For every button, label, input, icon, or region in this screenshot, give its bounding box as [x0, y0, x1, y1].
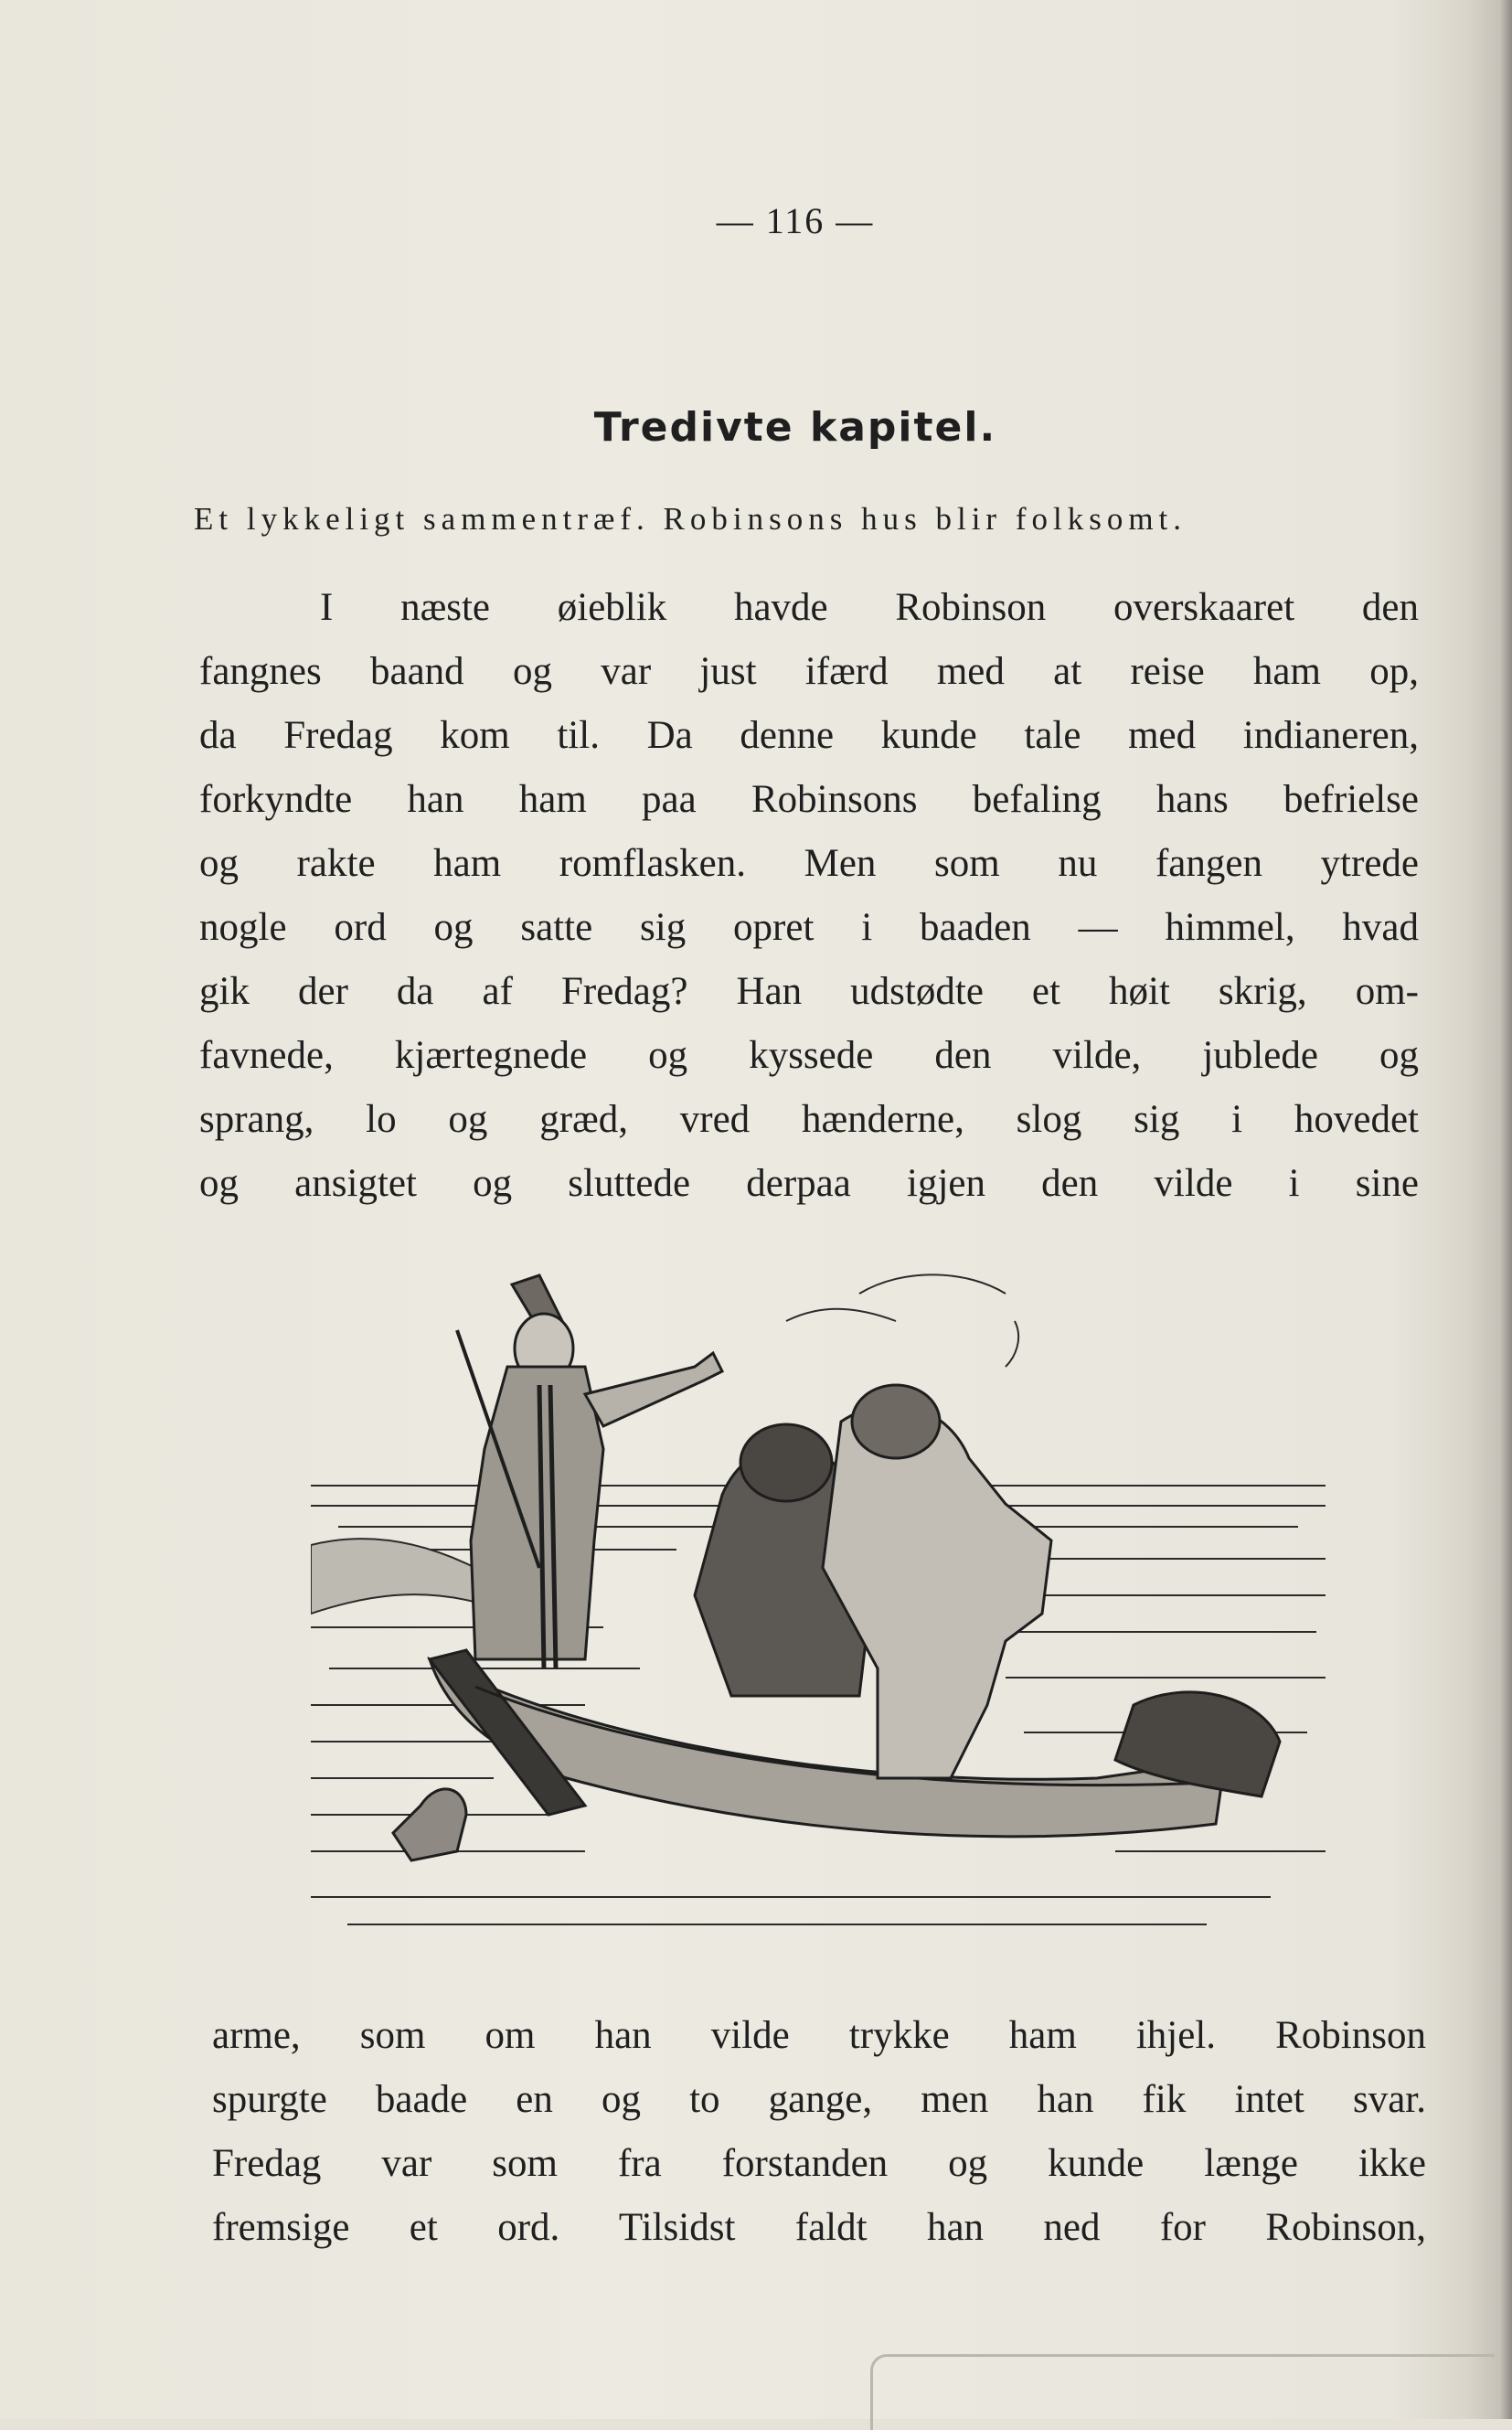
text-line: spurgte baade en og to gange, men han fik intet svar. [212, 2078, 1426, 2121]
text-line: I næste øieblik havde Robinson overskaaret den [320, 586, 1419, 629]
chapter-subtitle: Et lykkeligt sammentræf. Robinsons hus blir folksomt. [194, 501, 1187, 537]
text-line: sprang, lo og græd, vred hænderne, slog sig i hovedet [199, 1098, 1419, 1141]
text-line: og ansigtet og sluttede derpaa igjen den vilde i sine [199, 1162, 1419, 1205]
text-line: forkyndte han ham paa Robinsons befaling hans befrielse [199, 778, 1419, 821]
dog [393, 1789, 466, 1860]
chapter-title: Tredivte kapitel. [593, 404, 997, 451]
text-line: og rakte ham romflasken. Men som nu fangen ytrede [199, 842, 1419, 885]
page-number: — 116 — [716, 200, 875, 241]
illustration-svg [311, 1266, 1326, 1966]
text-line: nogle ord og satte sig opret i baaden — himmel, hvad [199, 906, 1419, 949]
embracing-figures [695, 1385, 1051, 1778]
text-line: gik der da af Fredag? Han udstødte et høit skrig, om- [199, 970, 1419, 1013]
paragraph-after-illustration [212, 2004, 1426, 2260]
robinson-figure [457, 1275, 722, 1668]
text-line: Fredag var som fra forstanden og kunde længe ikke [212, 2142, 1426, 2185]
text-line: arme, som om han vilde trykke ham ihjel. Robinson [212, 2014, 1426, 2057]
text-line: fangnes baand og var just ifærd med at reise ham op, [199, 650, 1419, 693]
text-line: da Fredag kom til. Da denne kunde tale med indianeren, [199, 714, 1419, 757]
page-edge [1499, 0, 1512, 2419]
text-line: favnede, kjærtegnede og kyssede den vilde, jublede og [199, 1034, 1419, 1077]
paragraph-before-illustration [199, 576, 1419, 1216]
text-line: fremsige et ord. Tilsidst faldt han ned for Robinson, [212, 2206, 1426, 2249]
engraving-illustration [311, 1266, 1326, 1966]
